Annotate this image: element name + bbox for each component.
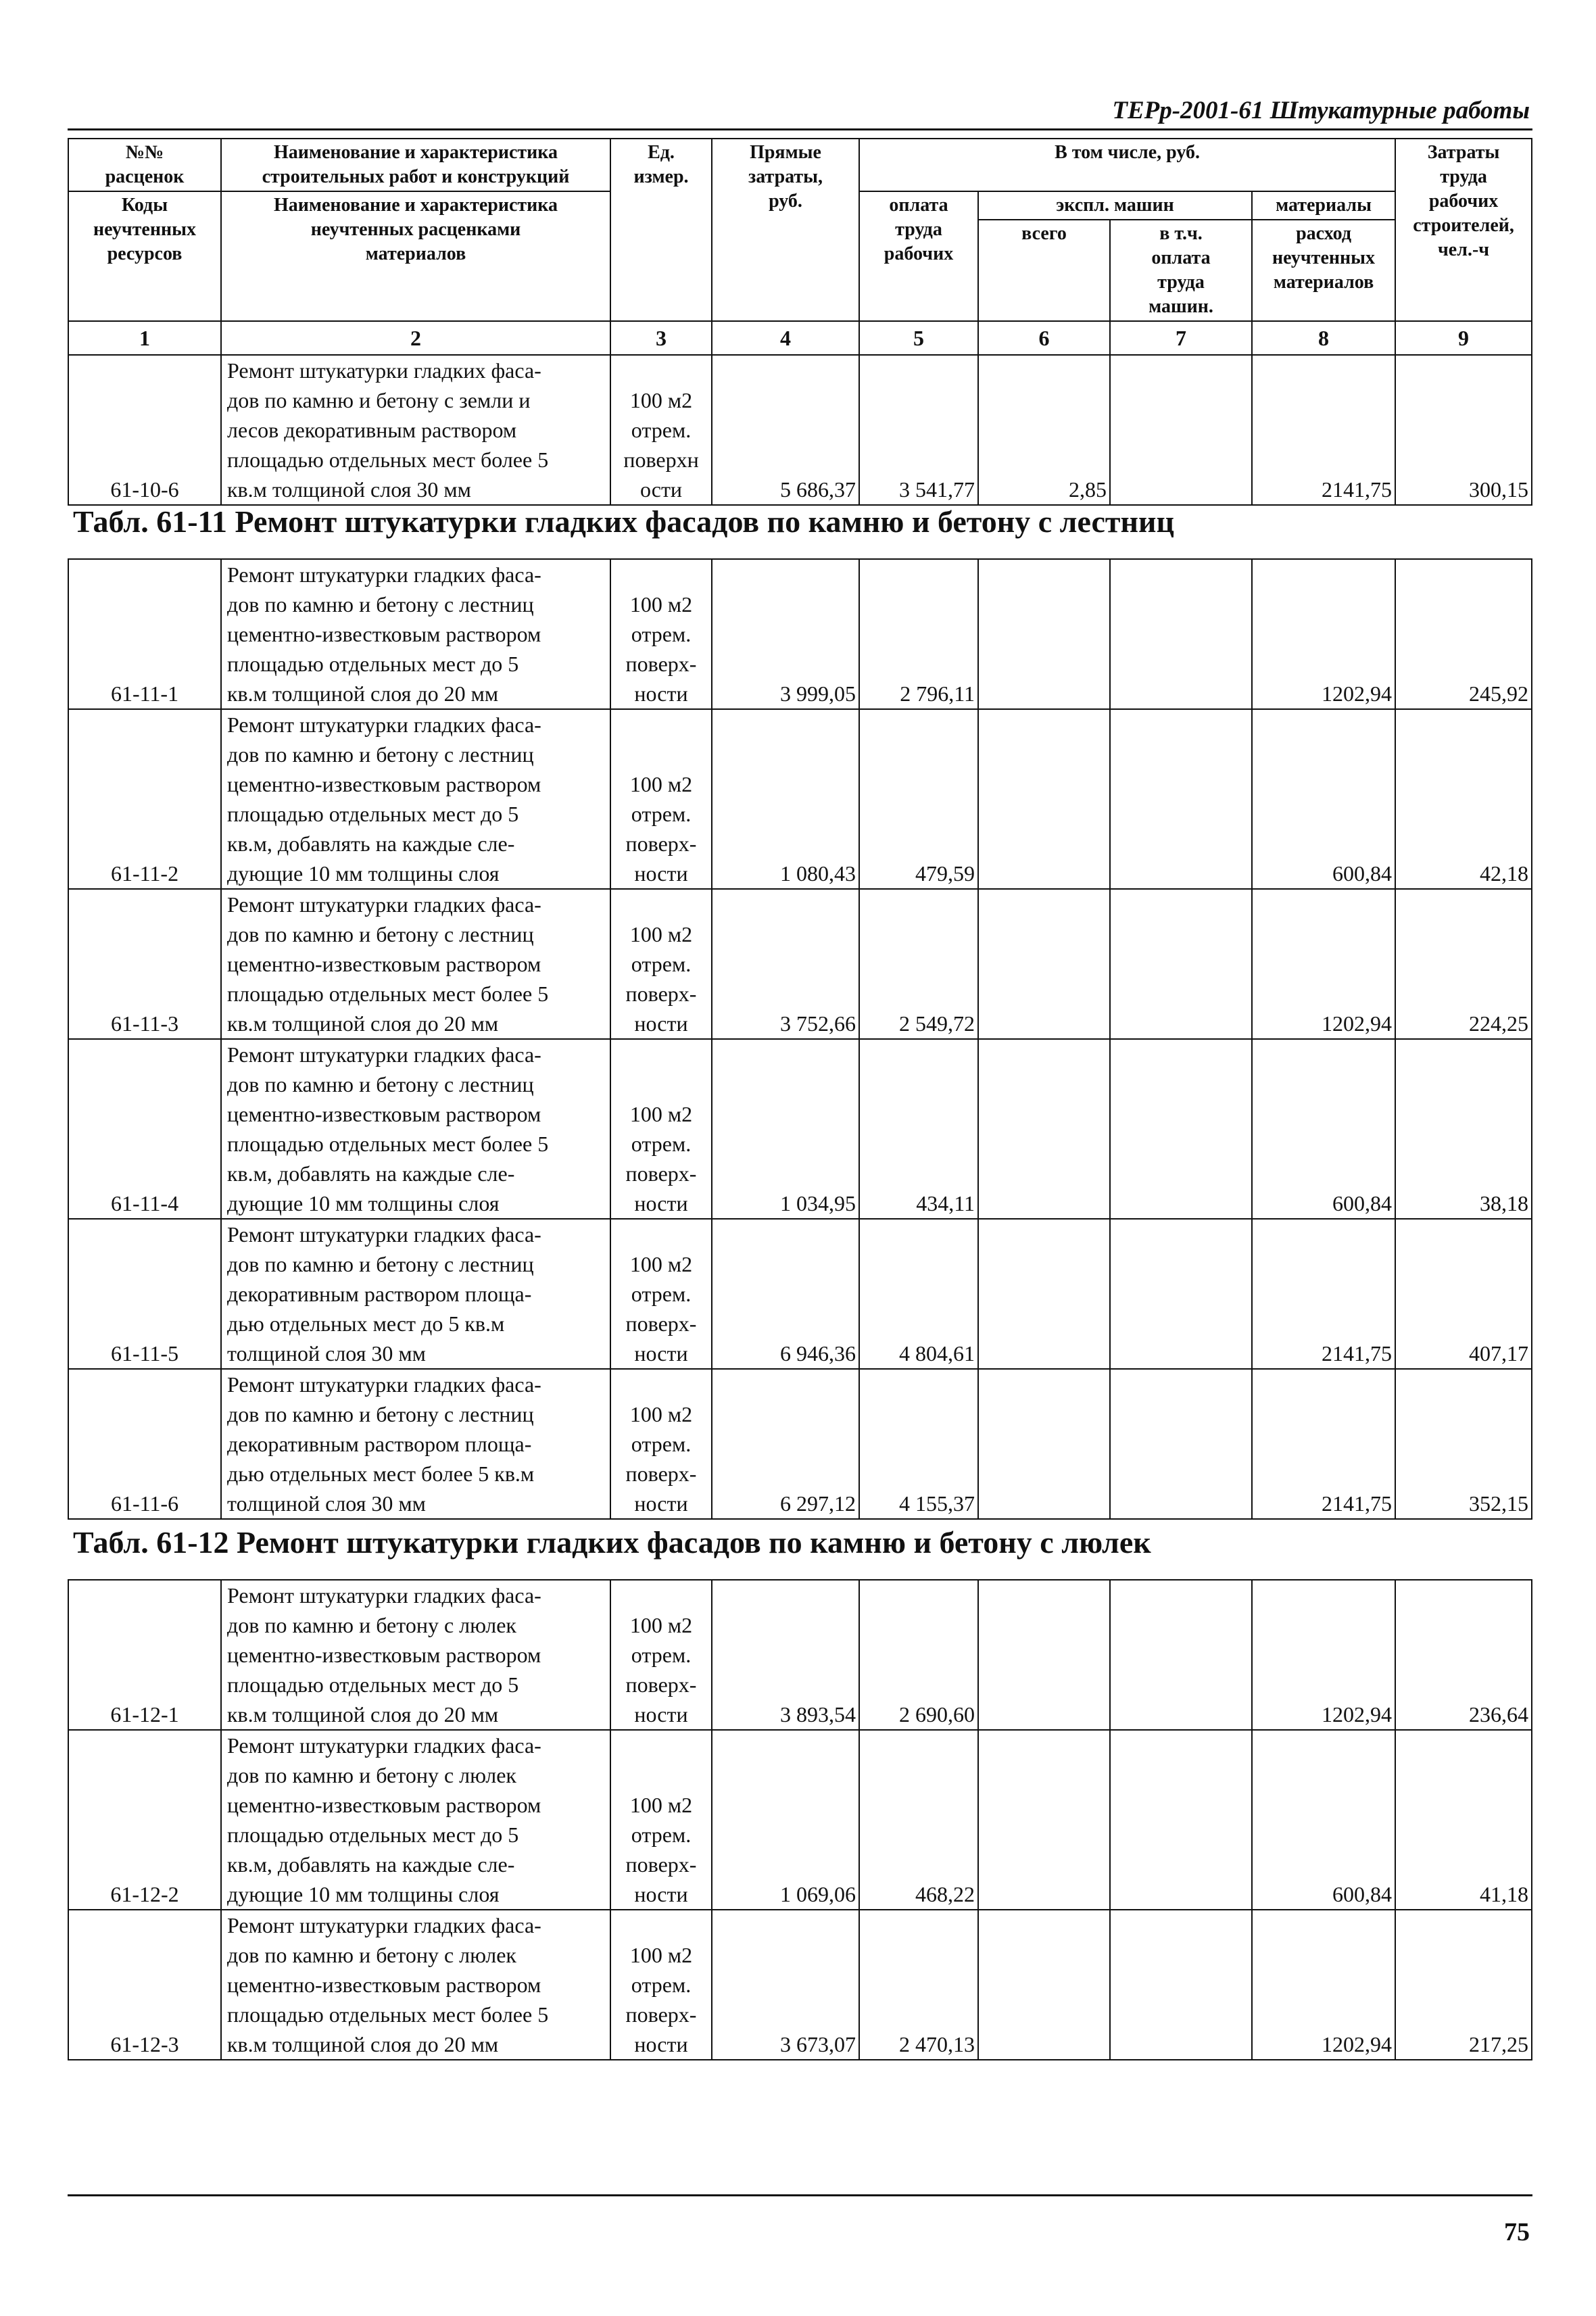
footer-rule	[68, 2194, 1532, 2196]
worker-pay: 434,11	[859, 1039, 978, 1219]
col-pay-header: оплата труда рабочих	[859, 191, 978, 321]
machine-cost	[978, 1910, 1110, 2060]
col-code-header-bottom: Коды неучтенных ресурсов	[68, 191, 221, 321]
machine-operator-pay	[1110, 355, 1252, 505]
labor-hours: 300,15	[1395, 355, 1532, 505]
direct-cost: 5 686,37	[712, 355, 859, 505]
table-row	[68, 1039, 1532, 1219]
header-rule	[68, 128, 1532, 130]
labor-hours: 407,17	[1395, 1219, 1532, 1369]
col-machines-header: экспл. машин	[978, 191, 1252, 220]
direct-cost: 1 034,95	[712, 1039, 859, 1219]
labor-hours: 42,18	[1395, 709, 1532, 889]
table-61-11	[68, 558, 1531, 1520]
direct-cost: 3 893,54	[712, 1580, 859, 1730]
machine-operator-pay	[1110, 889, 1252, 1039]
col-mat-consumption-header: расход неучтенных материалов	[1252, 220, 1395, 321]
table-61-12	[68, 1579, 1531, 2060]
materials-cost: 600,84	[1252, 1730, 1395, 1910]
machine-cost	[978, 889, 1110, 1039]
table-row	[68, 1219, 1532, 1369]
table-61-12-title: Табл. 61-12 Ремонт штукатурки гладких фасадов по камню и бетону с люлек	[73, 1525, 1151, 1560]
col-number: 8	[1252, 321, 1395, 355]
work-description: Ремонт штукатурки гладких фаса- дов по камню и бетону с лестниц цементно-известковым раствором площадью отдельных мест более 5 кв.м толщиной слоя до 20 мм	[221, 889, 610, 1039]
work-description: Ремонт штукатурки гладких фаса- дов по камню и бетону с лестниц декоративным раствором площа- дью отдельных мест до 5 кв.м толщиной слоя 30 мм	[221, 1219, 610, 1369]
work-description: Ремонт штукатурки гладких фаса- дов по камню и бетону с люлек цементно-известковым раствором площадью отдельных мест более 5 кв.м толщиной слоя до 20 мм	[221, 1910, 610, 2060]
work-description: Ремонт штукатурки гладких фаса- дов по камню и бетону с лестниц цементно-известковым раствором площадью отдельных мест до 5 кв.м толщиной слоя до 20 мм	[221, 559, 610, 709]
materials-cost: 1202,94	[1252, 1580, 1395, 1730]
machine-operator-pay	[1110, 1039, 1252, 1219]
table-row	[68, 709, 1532, 889]
worker-pay: 468,22	[859, 1730, 978, 1910]
col-unit-header: Ед. измер.	[610, 139, 712, 321]
col-number: 9	[1395, 321, 1532, 355]
machine-operator-pay	[1110, 1910, 1252, 2060]
direct-cost: 6 297,12	[712, 1369, 859, 1519]
header-table	[68, 138, 1532, 506]
col-number: 5	[859, 321, 978, 355]
unit: 100 м2 отрем. поверх- ности	[610, 889, 712, 1039]
labor-hours: 245,92	[1395, 559, 1532, 709]
col-number: 2	[221, 321, 610, 355]
unit: 100 м2 отрем. поверх- ности	[610, 1730, 712, 1910]
direct-cost: 1 080,43	[712, 709, 859, 889]
machine-operator-pay	[1110, 1369, 1252, 1519]
col-group-header: В том числе, руб.	[859, 139, 1395, 191]
unit: 100 м2 отрем. поверх- ности	[610, 1039, 712, 1219]
col-direct-header: Прямые затраты, руб.	[712, 139, 859, 321]
col-mach-total-header: всего	[978, 220, 1110, 321]
labor-hours: 224,25	[1395, 889, 1532, 1039]
machine-cost	[978, 1039, 1110, 1219]
labor-hours: 352,15	[1395, 1369, 1532, 1519]
work-description: Ремонт штукатурки гладких фаса- дов по камню и бетону с лестниц цементно-известковым раствором площадью отдельных мест до 5 кв.м, добавлять на каждые сле- дующие 10 мм толщины слоя	[221, 709, 610, 889]
machine-operator-pay	[1110, 1730, 1252, 1910]
worker-pay: 2 549,72	[859, 889, 978, 1039]
table-row	[68, 1910, 1532, 2060]
machine-operator-pay	[1110, 559, 1252, 709]
work-description: Ремонт штукатурки гладких фаса- дов по камню и бетону с лестниц декоративным раствором площа- дью отдельных мест более 5 кв.м толщиной слоя 30 мм	[221, 1369, 610, 1519]
machine-cost	[978, 709, 1110, 889]
materials-cost: 1202,94	[1252, 889, 1395, 1039]
table-row	[68, 355, 1532, 505]
worker-pay: 479,59	[859, 709, 978, 889]
direct-cost: 3 752,66	[712, 889, 859, 1039]
direct-cost: 1 069,06	[712, 1730, 859, 1910]
labor-hours: 236,64	[1395, 1580, 1532, 1730]
page-number: 75	[1504, 2218, 1530, 2246]
machine-operator-pay	[1110, 1580, 1252, 1730]
direct-cost: 6 946,36	[712, 1219, 859, 1369]
work-description: Ремонт штукатурки гладких фаса- дов по камню и бетону с лестниц цементно-известковым раствором площадью отдельных мест более 5 кв.м, добавлять на каждые сле- дующие 10 мм толщины слоя	[221, 1039, 610, 1219]
machine-cost	[978, 559, 1110, 709]
unit: 100 м2 отрем. поверх- ности	[610, 1369, 712, 1519]
col-name-header: Наименование и характеристика строительных работ и конструкций	[221, 139, 610, 191]
machine-cost	[978, 1730, 1110, 1910]
table-row	[68, 1580, 1532, 1730]
rate-code: 61-11-4	[68, 1039, 221, 1219]
machine-cost	[978, 1580, 1110, 1730]
materials-cost: 2141,75	[1252, 355, 1395, 505]
materials-cost: 2141,75	[1252, 1219, 1395, 1369]
unit: 100 м2 отрем. поверх- ности	[610, 709, 712, 889]
materials-cost: 1202,94	[1252, 559, 1395, 709]
labor-hours: 41,18	[1395, 1730, 1532, 1910]
table-row	[68, 889, 1532, 1039]
unit: 100 м2 отрем. поверх- ности	[610, 1580, 712, 1730]
worker-pay: 4 804,61	[859, 1219, 978, 1369]
col-number: 7	[1110, 321, 1252, 355]
table-row	[68, 1369, 1532, 1519]
table-row	[68, 1730, 1532, 1910]
labor-hours: 217,25	[1395, 1910, 1532, 2060]
rate-code: 61-11-6	[68, 1369, 221, 1519]
worker-pay: 3 541,77	[859, 355, 978, 505]
rate-code: 61-12-2	[68, 1730, 221, 1910]
direct-cost: 3 999,05	[712, 559, 859, 709]
worker-pay: 2 796,11	[859, 559, 978, 709]
rate-code: 61-11-5	[68, 1219, 221, 1369]
table-61-11-title: Табл. 61-11 Ремонт штукатурки гладких фасадов по камню и бетону с лестниц	[73, 504, 1174, 539]
worker-pay: 2 690,60	[859, 1580, 978, 1730]
col-mach-pay-header: в т.ч. оплата труда машин.	[1110, 220, 1252, 321]
worker-pay: 2 470,13	[859, 1910, 978, 2060]
materials-cost: 1202,94	[1252, 1910, 1395, 2060]
work-description: Ремонт штукатурки гладких фаса- дов по камню и бетону с люлек цементно-известковым раствором площадью отдельных мест до 5 кв.м, добавлять на каждые сле- дующие 10 мм толщины слоя	[221, 1730, 610, 1910]
unit: 100 м2 отрем. поверх- ности	[610, 1219, 712, 1369]
unit: 100 м2 отрем. поверх- ности	[610, 1910, 712, 2060]
direct-cost: 3 673,07	[712, 1910, 859, 2060]
labor-hours: 38,18	[1395, 1039, 1532, 1219]
col-labor-header: Затраты труда рабочих строителей, чел.-ч	[1395, 139, 1532, 321]
rate-code: 61-12-1	[68, 1580, 221, 1730]
unit: 100 м2 отрем. поверхн ости	[610, 355, 712, 505]
work-description: Ремонт штукатурки гладких фаса- дов по камню и бетону с люлек цементно-известковым раствором площадью отдельных мест до 5 кв.м толщиной слоя до 20 мм	[221, 1580, 610, 1730]
table-row	[68, 559, 1532, 709]
materials-cost: 2141,75	[1252, 1369, 1395, 1519]
rate-code: 61-11-3	[68, 889, 221, 1039]
materials-cost: 600,84	[1252, 1039, 1395, 1219]
unit: 100 м2 отрем. поверх- ности	[610, 559, 712, 709]
col-name-header-bottom: Наименование и характеристика неучтенных расценками материалов	[221, 191, 610, 321]
work-description: Ремонт штукатурки гладких фаса- дов по камню и бетону с земли и лесов декоративным раствором площадью отдельных мест более 5 кв.м толщиной слоя 30 мм	[221, 355, 610, 505]
rate-code: 61-11-2	[68, 709, 221, 889]
col-materials-header: материалы	[1252, 191, 1395, 220]
col-number: 3	[610, 321, 712, 355]
col-number: 6	[978, 321, 1110, 355]
machine-cost: 2,85	[978, 355, 1110, 505]
running-header: ТЕРр-2001-61 Штукатурные работы	[1112, 97, 1530, 124]
worker-pay: 4 155,37	[859, 1369, 978, 1519]
table-61-10-section	[68, 138, 1531, 506]
col-code-header: №№ расценок	[68, 139, 221, 191]
machine-cost	[978, 1369, 1110, 1519]
machine-operator-pay	[1110, 709, 1252, 889]
machine-cost	[978, 1219, 1110, 1369]
rate-code: 61-11-1	[68, 559, 221, 709]
materials-cost: 600,84	[1252, 709, 1395, 889]
machine-operator-pay	[1110, 1219, 1252, 1369]
col-number: 4	[712, 321, 859, 355]
rate-code: 61-12-3	[68, 1910, 221, 2060]
rate-code: 61-10-6	[68, 355, 221, 505]
col-number: 1	[68, 321, 221, 355]
